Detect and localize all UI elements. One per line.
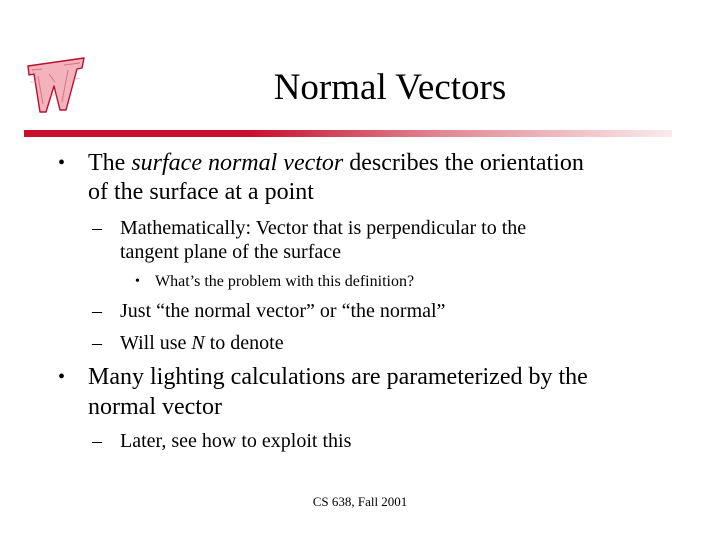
- bullet-2-line-2: normal vector: [88, 394, 222, 420]
- bullet-marker: •: [58, 152, 66, 174]
- sub-bullet-4: Later, see how to exploit this: [120, 430, 352, 452]
- sub-bullet-marker: –: [92, 217, 102, 239]
- wisconsin-w-logo: [22, 52, 94, 120]
- sub-bullet-2: Just “the normal vector” or “the normal”: [120, 300, 446, 322]
- sub-bullet-1-line-1: Mathematically: Vector that is perpendicular to the: [120, 217, 527, 239]
- title-rule: [24, 130, 672, 137]
- sub-bullet-1-line-2: tangent plane of the surface: [120, 241, 342, 263]
- sub-sub-bullet-marker: •: [135, 274, 140, 289]
- bullet-2-line-1: Many lighting calculations are parameterized by the: [88, 364, 588, 390]
- sub-bullet-marker: –: [92, 300, 102, 322]
- sub-bullet-3: [120, 331, 284, 355]
- slide-footer: CS 638, Fall 2001: [312, 494, 408, 509]
- sub-bullet-marker: –: [92, 430, 102, 452]
- sub-bullet-3-prefix: Will use: [120, 332, 192, 354]
- bullet-1-prefix: The: [88, 150, 132, 176]
- sub-bullet-marker: –: [92, 332, 102, 354]
- sub-bullet-3-emphasis: N: [191, 332, 205, 354]
- bullet-marker: •: [58, 366, 66, 388]
- sub-bullet-3-suffix: to denote: [204, 332, 284, 354]
- bullet-1-line-2: of the surface at a point: [88, 179, 314, 205]
- bullet-1-line-1: [88, 149, 584, 178]
- bullet-1-suffix: describes the orientation: [343, 150, 584, 176]
- bullet-1-emphasis: surface normal vector: [131, 150, 344, 176]
- sub-sub-bullet-1: What’s the problem with this definition?: [155, 273, 415, 290]
- slide-title: Normal Vectors: [273, 67, 507, 108]
